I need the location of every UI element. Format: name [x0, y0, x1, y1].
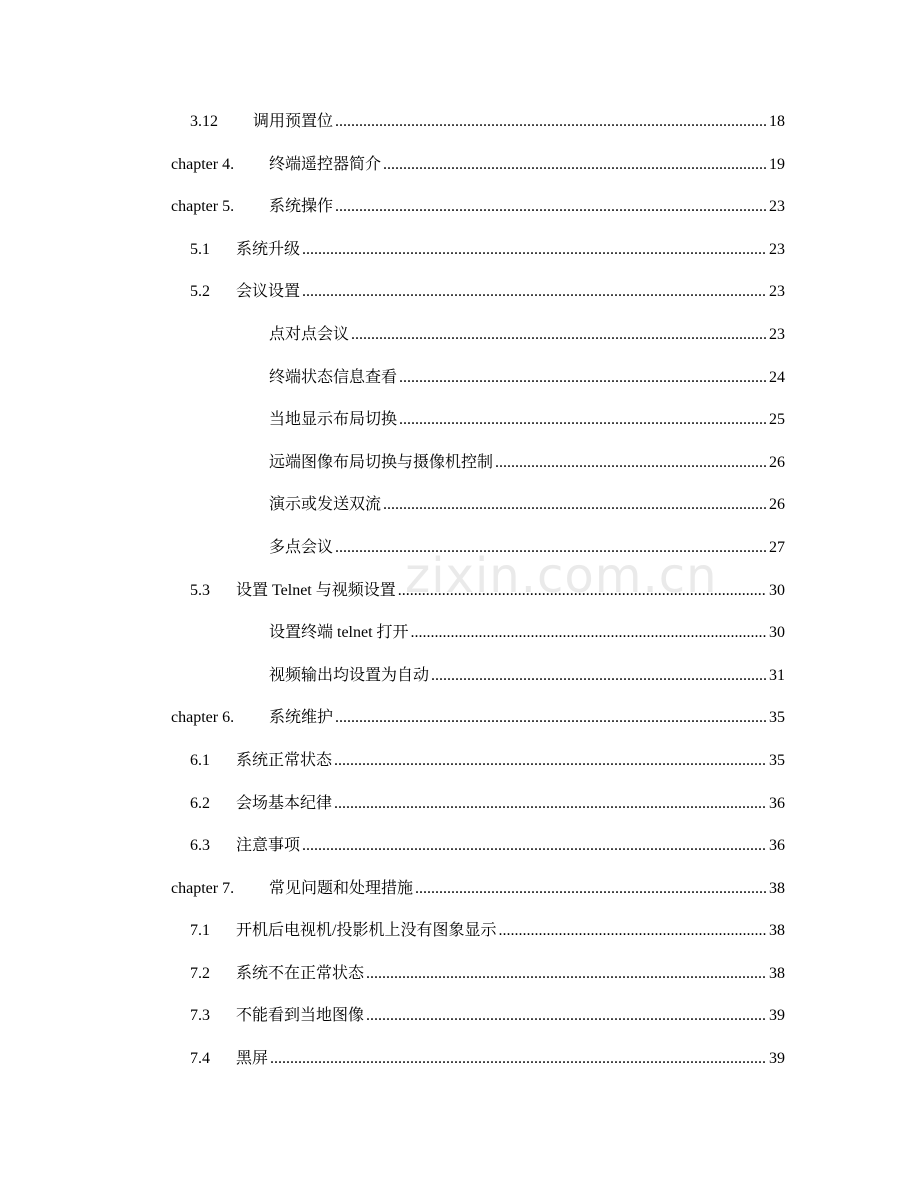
toc-page-number: 23 [769, 198, 785, 216]
toc-number: 5.3 [190, 581, 210, 599]
toc-page-number: 30 [769, 581, 785, 599]
toc-number: chapter 4. [171, 155, 235, 173]
toc-entry-local-layout[interactable] [171, 399, 785, 442]
toc-number: 7.4 [190, 1050, 210, 1068]
toc-page-number: 39 [769, 1007, 785, 1025]
toc-title: 调用预置位 [253, 113, 334, 130]
toc-entry-5-1[interactable] [171, 229, 785, 272]
toc-title: 视频输出均设置为自动 [269, 666, 430, 684]
dot-leader [366, 995, 766, 1038]
dot-leader [334, 783, 766, 826]
toc-title: 注意事项 [236, 837, 301, 855]
toc-title: 系统操作 [269, 198, 334, 216]
dot-leader [366, 953, 766, 996]
toc-entry-6-2[interactable] [171, 783, 785, 826]
toc-entry-7-4[interactable] [171, 1038, 785, 1081]
toc-page-number: 24 [769, 368, 785, 386]
toc-page-number: 36 [769, 794, 785, 812]
dot-leader [335, 527, 766, 570]
toc-title: 系统升级 [236, 240, 301, 258]
dot-leader [399, 399, 766, 442]
dot-leader [399, 357, 766, 400]
toc-title: 常见问题和处理措施 [269, 879, 414, 897]
toc-title: 演示或发送双流 [269, 496, 382, 514]
toc-number: 5.1 [190, 240, 210, 258]
toc-page-number: 23 [769, 240, 785, 258]
dot-leader [335, 186, 766, 229]
dot-leader [415, 868, 766, 911]
toc-title: 会场基本纪律 [236, 794, 333, 812]
table-of-contents [171, 101, 785, 1081]
dot-leader [334, 740, 766, 783]
toc-entry-chapter-7[interactable] [171, 868, 785, 911]
toc-number: 7.1 [190, 922, 210, 940]
toc-number: 6.1 [190, 751, 210, 769]
watermark: zixin.com.cn [405, 548, 718, 604]
toc-title: 系统维护 [269, 709, 334, 727]
dot-leader [431, 655, 766, 698]
toc-number: 3.12 [190, 113, 218, 130]
toc-page-number: 18 [769, 113, 785, 130]
toc-title: 远端图像布局切换与摄像机控制 [269, 453, 494, 471]
toc-entry-video-output-auto[interactable] [171, 655, 785, 698]
dot-leader [302, 229, 766, 272]
dot-leader [383, 484, 766, 527]
toc-number: 7.2 [190, 964, 210, 982]
dot-leader [335, 697, 766, 740]
toc-entry-5-2[interactable] [171, 271, 785, 314]
toc-entry-6-3[interactable] [171, 825, 785, 868]
toc-page-number: 39 [769, 1050, 785, 1068]
toc-page-number: 35 [769, 751, 785, 769]
toc-entry-5-3[interactable] [171, 570, 785, 613]
toc-page-number: 26 [769, 496, 785, 514]
toc-entry-remote-layout-camera[interactable] [171, 442, 785, 485]
toc-number: chapter 6. [171, 709, 235, 727]
toc-page-number: 23 [769, 325, 785, 343]
toc-number: chapter 5. [171, 198, 235, 216]
toc-title: 当地显示布局切换 [269, 411, 398, 429]
toc-page-number: 23 [769, 283, 785, 301]
toc-page-number: 25 [769, 411, 785, 429]
toc-title: 终端状态信息查看 [269, 368, 398, 386]
toc-page-number: 26 [769, 453, 785, 471]
toc-title: 不能看到当地图像 [236, 1007, 365, 1025]
dot-leader [270, 1038, 766, 1081]
toc-entry-6-1[interactable] [171, 740, 785, 783]
toc-title: 设置终端 telnet 打开 [269, 624, 409, 642]
toc-title: 终端遥控器简介 [269, 155, 382, 173]
toc-entry-7-3[interactable] [171, 995, 785, 1038]
toc-entry-7-1[interactable] [171, 910, 785, 953]
toc-title: 黑屏 [236, 1050, 269, 1068]
dot-leader [498, 910, 766, 953]
toc-title: 开机后电视机/投影机上没有图象显示 [236, 922, 497, 940]
toc-number: 5.2 [190, 283, 210, 301]
toc-entry-telnet-open[interactable] [171, 612, 785, 655]
toc-page-number: 27 [769, 538, 785, 556]
dot-leader [495, 442, 766, 485]
toc-title: 系统正常状态 [236, 751, 333, 769]
toc-entry-terminal-status[interactable] [171, 357, 785, 400]
toc-page-number: 19 [769, 155, 785, 173]
toc-page-number: 38 [769, 879, 785, 897]
toc-title: 设置 Telnet 与视频设置 [236, 581, 396, 599]
toc-entry-chapter-6[interactable] [171, 697, 785, 740]
toc-page-number: 36 [769, 837, 785, 855]
toc-page-number: 30 [769, 624, 785, 642]
toc-number: 7.3 [190, 1007, 210, 1025]
toc-number: 6.3 [190, 837, 210, 855]
toc-page-number: 38 [769, 922, 785, 940]
dot-leader [383, 144, 766, 187]
toc-title: 系统不在正常状态 [236, 964, 365, 982]
toc-title: 多点会议 [269, 538, 334, 556]
dot-leader [302, 825, 766, 868]
toc-entry-point-to-point-meeting[interactable] [171, 314, 785, 357]
toc-number: chapter 7. [171, 879, 235, 897]
toc-page-number: 38 [769, 964, 785, 982]
toc-entry-dual-stream[interactable] [171, 484, 785, 527]
toc-entry-chapter-5[interactable] [171, 186, 785, 229]
toc-entry-7-2[interactable] [171, 953, 785, 996]
toc-entry-chapter-4[interactable] [171, 144, 785, 187]
toc-title: 点对点会议 [269, 325, 350, 343]
toc-entry-3-12[interactable] [171, 101, 785, 144]
toc-entry-multipoint-meeting[interactable] [171, 527, 785, 570]
dot-leader [411, 612, 766, 655]
dot-leader [351, 314, 766, 357]
toc-title: 会议设置 [236, 283, 301, 301]
toc-number: 6.2 [190, 794, 210, 812]
dot-leader [335, 101, 766, 144]
dot-leader [302, 271, 766, 314]
dot-leader [398, 570, 766, 613]
toc-page-number: 31 [769, 666, 785, 684]
toc-page-number: 35 [769, 709, 785, 727]
